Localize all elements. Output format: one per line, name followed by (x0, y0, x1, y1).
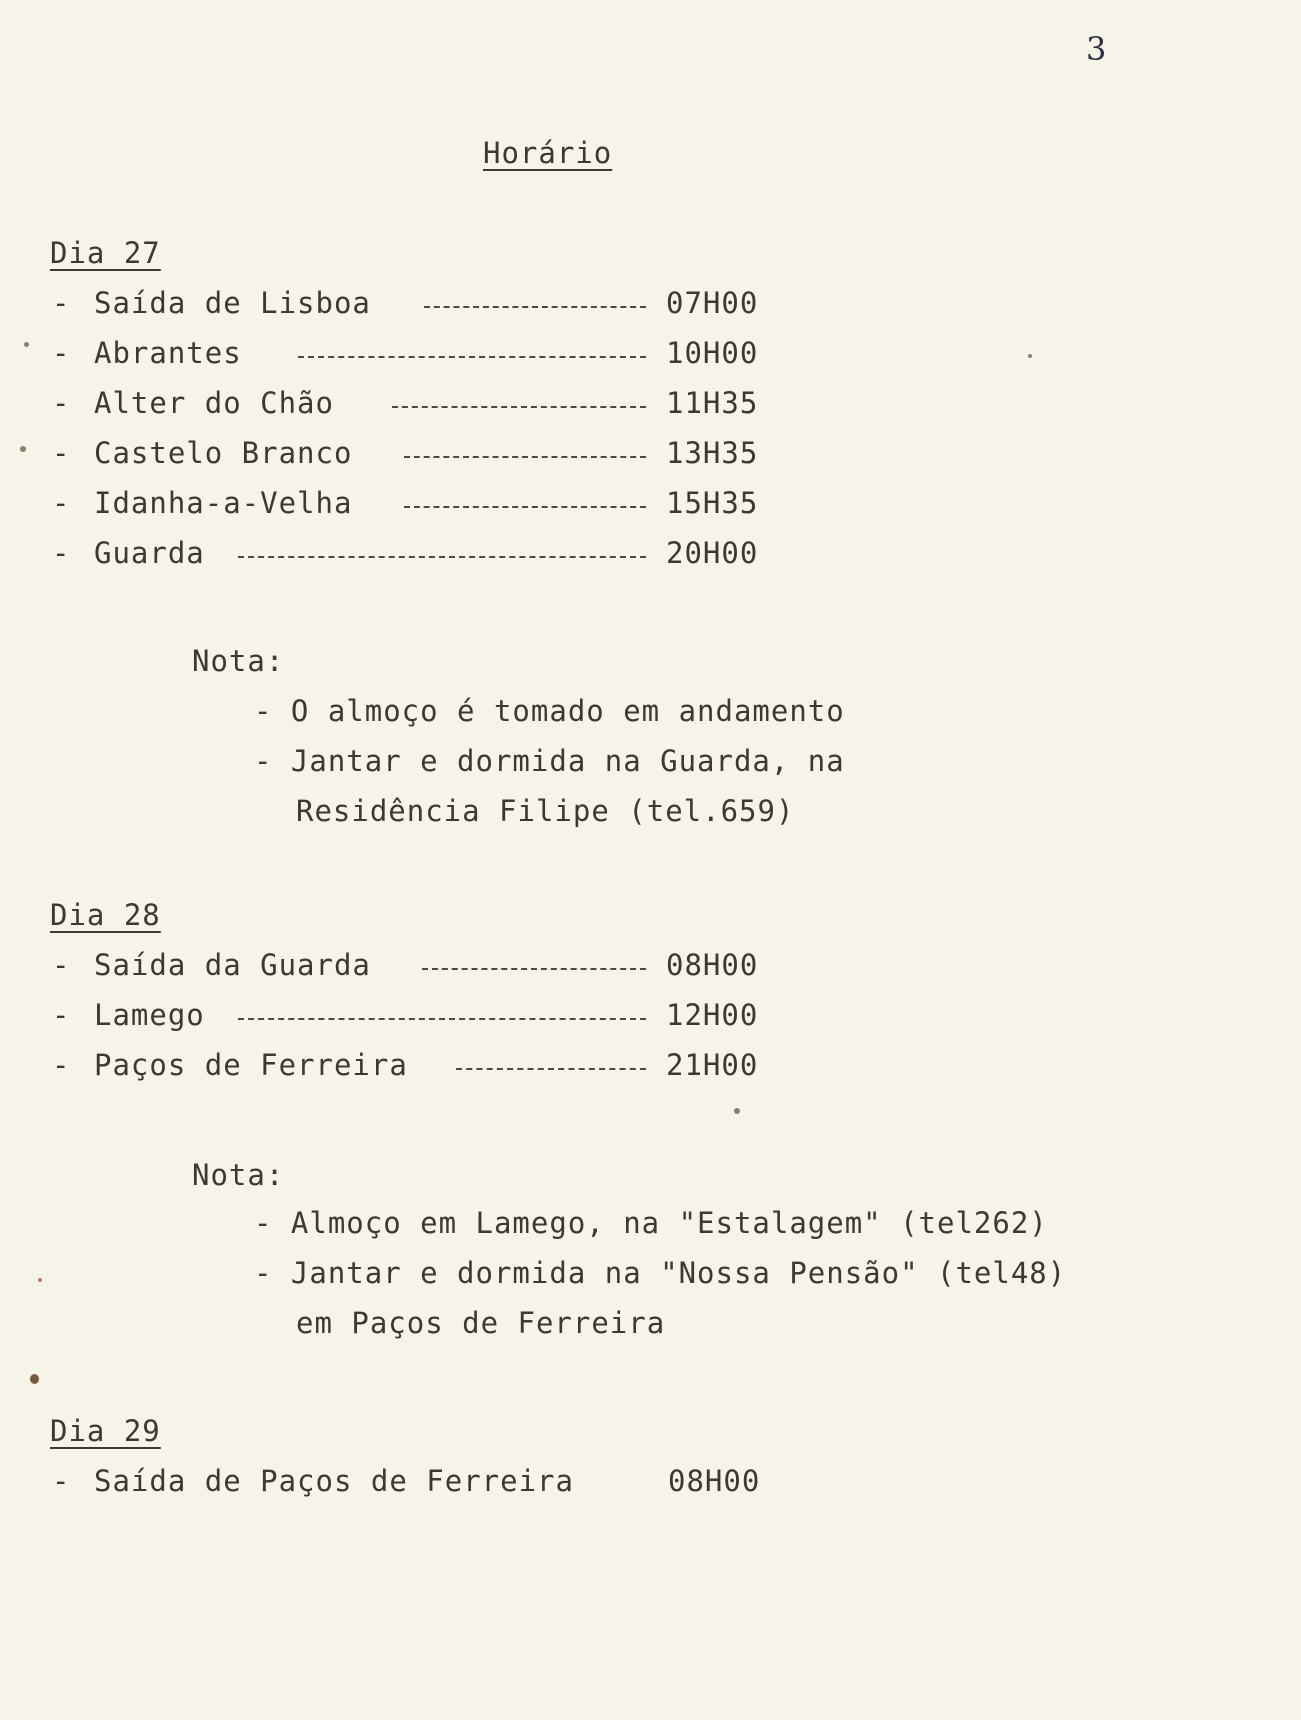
note-line: - Jantar e dormida na Guarda, na (254, 744, 845, 778)
dash-leader (298, 356, 646, 358)
schedule-row: - Abrantes 10H00 (52, 336, 759, 370)
schedule-time: 07H00 (666, 286, 759, 320)
paper-speck (734, 1108, 740, 1114)
note-line: em Paços de Ferreira (296, 1306, 666, 1340)
schedule-place: Paços de Ferreira (94, 1048, 408, 1082)
schedule-row: - Saída de Lisboa 07H00 (52, 286, 759, 320)
page-number: 3 (1086, 30, 1107, 68)
schedule-place: Guarda (94, 536, 205, 570)
schedule-place: Saída de Lisboa (94, 286, 371, 320)
schedule-time: 13H35 (666, 436, 759, 470)
schedule-row: - Paços de Ferreira 21H00 (52, 1048, 759, 1082)
schedule-time: 10H00 (666, 336, 759, 370)
paper-speck (1028, 354, 1032, 358)
paper-speck (20, 446, 26, 452)
day-heading: Dia 27 (50, 236, 161, 270)
schedule-time: 15H35 (666, 486, 759, 520)
paper-speck (30, 1374, 39, 1384)
schedule-place: Saída de Paços de Ferreira (94, 1464, 574, 1498)
schedule-time: 21H00 (666, 1048, 759, 1082)
dash-leader (404, 506, 646, 508)
dash-leader (456, 1068, 646, 1070)
dash-leader (422, 968, 646, 970)
dash-leader (238, 1018, 646, 1020)
schedule-row: - Saída de Paços de Ferreira 08H00 (52, 1464, 761, 1498)
schedule-row: - Lamego 12H00 (52, 998, 759, 1032)
schedule-place: Idanha-a-Velha (94, 486, 353, 520)
schedule-place: Castelo Branco (94, 436, 353, 470)
schedule-place: Abrantes (94, 336, 242, 370)
dash-leader (392, 406, 646, 408)
note-line: - Almoço em Lamego, na "Estalagem" (tel262) (254, 1206, 1048, 1240)
paper-speck (38, 1278, 42, 1282)
schedule-time: 20H00 (666, 536, 759, 570)
schedule-time: 12H00 (666, 998, 759, 1032)
schedule-time: 08H00 (666, 948, 759, 982)
schedule-row: - Castelo Branco 13H35 (52, 436, 759, 470)
dash-leader (238, 556, 646, 558)
schedule-time: 11H35 (666, 386, 759, 420)
schedule-row: - Saída da Guarda 08H00 (52, 948, 759, 982)
day-heading: Dia 28 (50, 898, 161, 932)
schedule-row: - Guarda 20H00 (52, 536, 759, 570)
note-label: Nota: (192, 1158, 285, 1192)
schedule-time: 08H00 (668, 1464, 761, 1498)
dash-leader (424, 306, 646, 308)
schedule-row: - Idanha-a-Velha 15H35 (52, 486, 759, 520)
note-line: - O almoço é tomado em andamento (254, 694, 845, 728)
schedule-place: Alter do Chão (94, 386, 334, 420)
schedule-row: - Alter do Chão 11H35 (52, 386, 759, 420)
schedule-place: Saída da Guarda (94, 948, 371, 982)
note-line: Residência Filipe (tel.659) (296, 794, 795, 828)
paper-speck (24, 342, 29, 347)
note-line: - Jantar e dormida na "Nossa Pensão" (tel48) (254, 1256, 1067, 1290)
page-title: Horário (483, 136, 613, 170)
day-heading: Dia 29 (50, 1414, 161, 1448)
schedule-place: Lamego (94, 998, 205, 1032)
note-label: Nota: (192, 644, 285, 678)
dash-leader (404, 456, 646, 458)
